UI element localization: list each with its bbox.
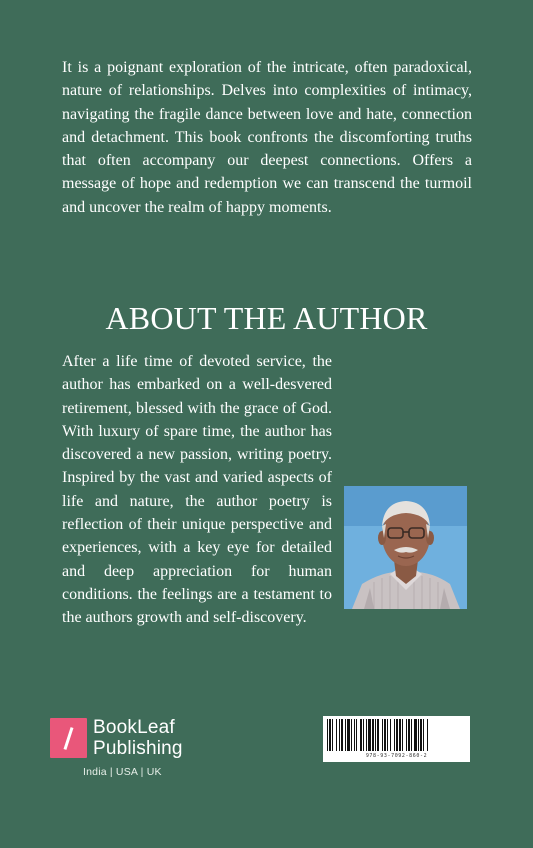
bookleaf-logo-icon [50,718,87,758]
publisher-name [93,717,183,759]
publisher-name-line2: Publishing [93,738,183,759]
author-portrait-image [344,486,467,609]
publisher-regions: India | USA | UK [83,766,162,778]
about-author-heading: ABOUT THE AUTHOR [105,300,428,336]
author-photo [344,486,467,609]
publisher-logo [50,716,183,760]
publisher-name-line1: BookLeaf [93,717,175,738]
barcode-bars [323,716,470,752]
isbn-barcode [323,716,470,762]
isbn-number: 978-93-7092-860-2 [365,753,428,759]
author-bio: After a life time of devoted service, the author has embarked on a well-desvered retirement, blessed with the grace of God. With luxury of spare time, the author has discovered a new passion, writing poetry. Inspired by the vast and varied aspects of life and nature, the author poetry is reflection of their unique perspective and experiences, with a key eye for detailed and deep appreciation for human conditions. the feelings are a testament to the authors growth and self-discovery. [62,353,332,627]
book-blurb: It is a poignant exploration of the intricate, often paradoxical, nature of relationships. Delves into complexities of intimacy, navigating the fragile dance between love and hate, connection and detachment. This book confronts the discomforting truths that often accompany our deepest connections. Offers a message of hope and redemption we can transcend the turmoil and uncover the realm of happy moments. [62,59,472,216]
